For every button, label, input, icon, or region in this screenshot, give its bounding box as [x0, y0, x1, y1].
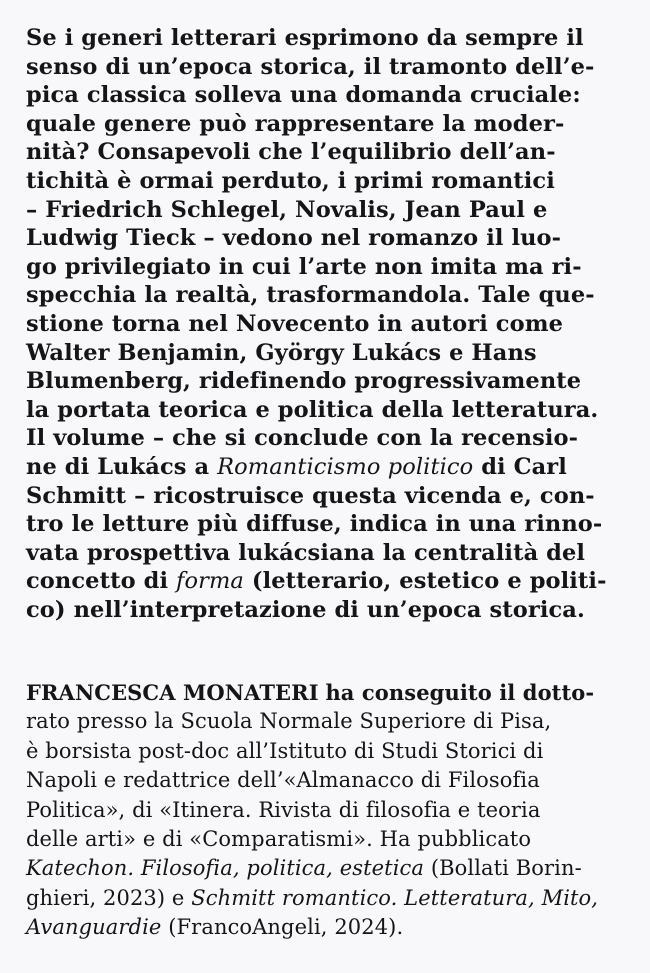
italic-title: Romanticismo politico	[217, 453, 474, 480]
bio-line: Napoli e redattrice dell’«Almanacco di Filosofia	[26, 768, 540, 793]
book-description	[26, 24, 636, 624]
bio-text: (FrancoAngeli, 2024).	[168, 915, 404, 940]
description-line: Ludwig Tieck – vedono nel romanzo il luo-	[26, 225, 562, 252]
description-line: senso di un’epoca storica, il tramonto dell’e-	[26, 53, 595, 80]
description-text: concetto di	[26, 568, 169, 595]
publication-title: Avanguardie	[26, 915, 162, 940]
description-line: stione torna nel Novecento in autori come	[26, 310, 564, 337]
author-bio	[26, 678, 636, 943]
description-line: Walter Benjamin, György Lukács e Hans	[26, 339, 537, 366]
description-line: pica classica solleva una domanda cruciale:	[26, 82, 581, 109]
description-line: – Friedrich Schlegel, Novalis, Jean Paul e	[26, 196, 548, 223]
description-line: go privilegiato in cui l’arte non imita ma ri-	[26, 253, 582, 280]
description-line: Schmitt – ricostruisce questa vicenda e, con-	[26, 482, 595, 509]
description-text: ne di Lukács a	[26, 453, 210, 480]
description-line: nità? Consapevoli che l’equilibrio dell’an-	[26, 139, 556, 166]
description-line: quale genere può rappresentare la moder-	[26, 110, 565, 137]
publication-title: Schmitt romantico. Letteratura, Mito,	[191, 885, 599, 910]
bio-line: Politica», di «Itinera. Rivista di filosofia e teoria	[26, 797, 541, 822]
bio-line	[26, 854, 636, 883]
bio-text: (Bollati Borin-	[430, 856, 582, 881]
bio-text: ha conseguito il dotto-	[325, 680, 595, 705]
bio-line	[26, 884, 636, 913]
description-line	[26, 453, 636, 482]
description-line: vata prospettiva lukácsiana la centralità del	[26, 539, 586, 566]
bio-line: rato presso la Scuola Normale Superiore di Pisa,	[26, 709, 552, 734]
bio-text: ghieri, 2023) e	[26, 885, 185, 910]
description-line	[26, 567, 636, 596]
publication-title: Katechon. Filosofia, politica, estetica	[26, 856, 425, 881]
description-line: tro le letture più diffuse, indica in una rinno-	[26, 511, 603, 538]
description-line: co) nell’interpretazione di un’epoca storica.	[26, 596, 585, 623]
bio-line	[26, 913, 636, 942]
bio-line: è borsista post-doc all’Istituto di Studi Storici di	[26, 738, 544, 763]
description-line: Il volume – che si conclude con la recensio-	[26, 425, 579, 452]
description-text: (letterario, estetico e politi-	[251, 568, 607, 595]
bio-line: delle arti» e di «Comparatismi». Ha pubblicato	[26, 826, 532, 851]
description-line: la portata teorica e politica della letteratura.	[26, 396, 599, 423]
description-line: tichità è ormai perduto, i primi romantici	[26, 167, 555, 194]
description-text: di Carl	[481, 453, 567, 480]
author-name: FRANCESCA MONATERI	[26, 680, 319, 705]
italic-term: forma	[176, 568, 244, 595]
bio-line	[26, 678, 636, 707]
description-line: specchia la realtà, trasformandola. Tale que-	[26, 282, 595, 309]
description-line: Blumenberg, ridefinendo progressivamente	[26, 368, 582, 395]
description-line: Se i generi letterari esprimono da sempre il	[26, 25, 584, 51]
